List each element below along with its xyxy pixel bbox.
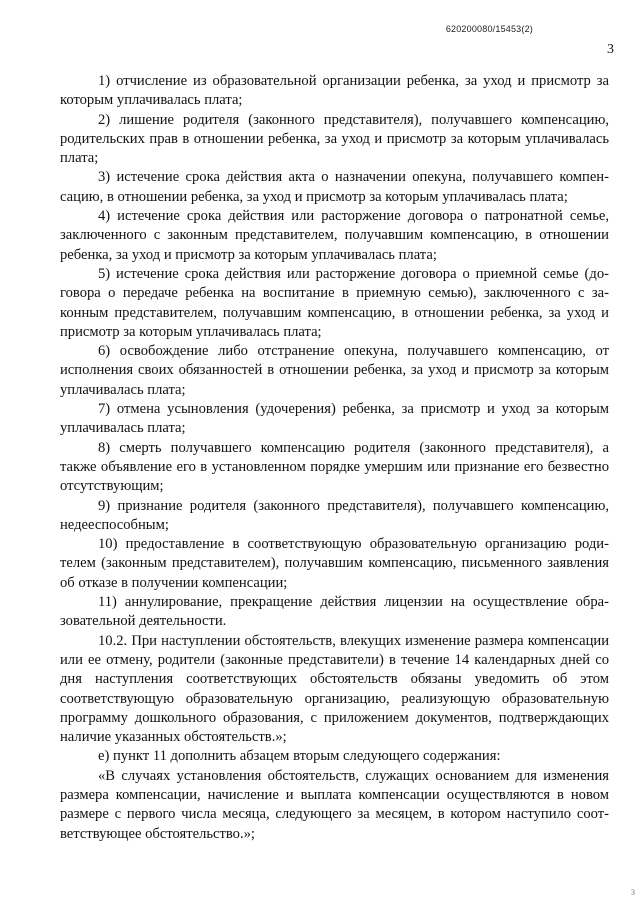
paragraph-item-8: 8) смерть получавшего компенсацию родителя (законного представителя), а также объявление его в установленном порядке умершим или признание его безвестно отсутствующим;: [60, 439, 609, 495]
paragraph-item-3: 3) истечение срока действия акта о назначении опекуна, получавшего компенсацию, в отношении ребенка, за уход и присмотр за которым уплачивалась плата;: [60, 169, 609, 205]
paragraph-item-4: 4) истечение срока действия или расторжение договора о патронатной семье, заключенного с законным представителем, получавшим компенсацию, в отношении ребенка, за уход и присмотр за которым уплачивалась плата;: [60, 208, 609, 263]
paragraph-item-6: 6) освобождение либо отстранение опекуна, получавшего компенсацию, от исполнения своих обязанностей в отношении ребенка, за уход и присмотр за которым уплачивалась плата;: [60, 343, 609, 398]
paragraph-item-9: 9) признание родителя (законного представителя), получавшего компенсацию, недееспособным;: [60, 497, 609, 533]
paragraph-item-2: 2) лишение родителя (законного представителя), получавшего компенсацию, родительских прав в отношении ребенка, за уход и присмотр за которым уплачивалась плата;: [60, 111, 609, 167]
margin-mark: 3: [631, 888, 635, 897]
paragraph-item-10: 10) предоставление в соответствующую образовательную организацию родителем (законным представителем), получавшим компенсацию, письменного заявления об отказе в получении компенсации;: [60, 536, 609, 591]
page-number: 3: [607, 42, 614, 57]
paragraph-sub-e: е) пункт 11 дополнить абзацем вторым следующего содержания:: [98, 748, 501, 765]
paragraph-item-5: 5) истечение срока действия или расторжение договора о приемной семье (договора о передаче ребенка на воспитание в приемную семью), заключенного с законным представителем, получавшим компенсацию, в отношении ребенка, за уход и присмотр за которым уплачивалась плата;: [60, 265, 609, 340]
document-id: 620200080/15453(2): [445, 24, 533, 34]
paragraph-quote: «В случаях установления обстоятельств, служащих основанием для изменения размера компенсации, начисление и выплата компенсации осуществляются в новом размере с первого числа месяца, следующего за месяцем, в котором наступило соответствующее обстоятельство.»;: [60, 767, 609, 842]
paragraph-clause-10-2: 10.2. При наступлении обстоятельств, влекущих изменение размера компенсации или ее отмену, родители (законные представители) в течение 14 календарных дней со дня наступления соответствующих обстоятельств обязаны уведомить об этом соответствующую образовательную организацию, реализующую образовательную программу дошкольного образования, с приложением документов, подтверждающих наличие указанных обстоятельств.»;: [60, 632, 609, 746]
paragraph-item-7: 7) отмена усыновления (удочерения) ребенка, за присмотр и уход за которым уплачивалась плата;: [60, 401, 609, 437]
paragraph-item-1: 1) отчисление из образовательной организации ребенка, за уход и присмотр за которым уплачивалась плата;: [60, 73, 609, 109]
paragraph-item-11: 11) аннулирование, прекращение действия лицензии на осуществление образовательной деятельности.: [60, 594, 609, 630]
document-body: [60, 72, 609, 844]
